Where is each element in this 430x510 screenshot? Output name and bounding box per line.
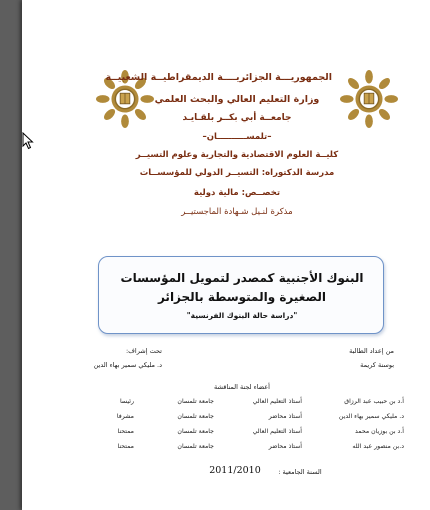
member-university: جامعة تلمسان — [177, 428, 214, 435]
supervision-label: تحت إشراف: — [125, 347, 162, 355]
member-rank: أستاذ التعليم العالي — [252, 398, 302, 405]
student-name: بوسنة كريمة — [360, 361, 394, 369]
member-university: جامعة تلمسان — [177, 443, 214, 450]
member-name: أ.د بن بوزيان محمد — [355, 428, 404, 435]
academic-year: 2011/2010 — [209, 465, 261, 476]
university-heading: جامعــة أبي بكــر بلقـايـد — [182, 113, 292, 123]
doctoral-school-heading: مدرسة الدكتوراه: التسيــر الدولي للمؤسســات — [139, 168, 335, 178]
thesis-title-box — [98, 256, 384, 334]
city-heading: –تلمســــــــــان– — [202, 132, 272, 142]
member-name: د.بن منصور عبد الله — [352, 443, 404, 450]
prepared-by-label: من إعداد الطالبة — [349, 347, 394, 355]
thesis-subtitle: "دراسة حالة البنوك الفرنسية" — [186, 311, 298, 320]
arrow-cursor-icon — [22, 132, 34, 150]
member-role: مشرفا — [116, 413, 134, 420]
member-role: رئيسا — [120, 398, 134, 405]
memo-heading: مذكرة لنـيل شـهادة الماجستيــر — [181, 207, 293, 217]
member-rank: أستاذ التعليم العالي — [252, 428, 302, 435]
member-rank: أستاذ محاضر — [268, 443, 302, 450]
member-rank: أستاذ محاضر — [268, 413, 302, 420]
member-role: ممتحنا — [117, 428, 134, 435]
thesis-title-line2: الصغيرة والمتوسطة بالجزائر — [157, 290, 327, 304]
university-seal-icon — [340, 70, 398, 128]
supervisor-name: د. مليكي سمير بهاء الدين — [93, 361, 162, 369]
document-page — [22, 0, 430, 510]
member-name: د. مليكي سمير بهاء الدين — [338, 413, 404, 420]
thesis-title-line1: البنوك الأجنبية كمصدر لتمويل المؤسسات — [120, 271, 364, 285]
viewer-gutter — [0, 0, 22, 510]
member-university: جامعة تلمسان — [177, 413, 214, 420]
member-university: جامعة تلمسان — [177, 398, 214, 405]
academic-year-label: السنة الجامعية : — [278, 468, 322, 476]
member-name: أ.د بن حبيب عبد الرزاق — [344, 398, 404, 405]
committee-label: أعضاء لجنة المناقشة — [214, 383, 270, 391]
faculty-heading: كليــة العلوم الاقتصادية والتجارية وعلوم التسيــر — [135, 150, 339, 160]
specialty-heading: تخصــص: مالية دولية — [193, 188, 281, 198]
ministry-heading: وزارة التعليم العالي والبحث العلمي — [154, 94, 320, 105]
republic-heading: الجمهوريـــة الجزائريــــة الديمقراطيــة الشعبيــة — [105, 72, 332, 83]
member-role: ممتحنا — [117, 443, 134, 450]
